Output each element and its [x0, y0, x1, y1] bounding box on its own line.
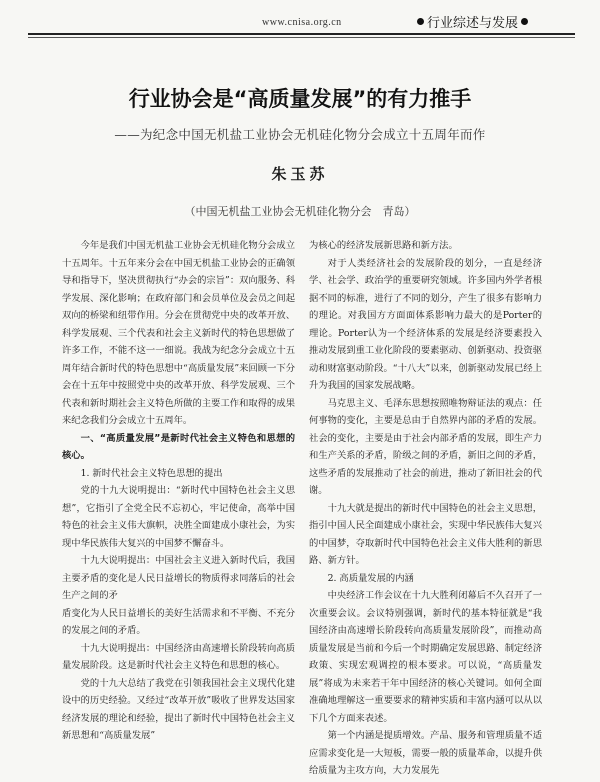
paragraph: 马克思主义、毛泽东思想按照唯物辩证法的观点：任何事物的变化，主要是总由于自然界内部的矛盾的发展。社会的变化，主要是由于社会内部矛盾的发展，即生产力和生产关系的矛盾，阶级之间的矛盾，新旧之间的矛盾，这些矛盾的发展推动了社会的前进，推动了新旧社会的代谢。	[309, 397, 542, 496]
paragraph: 十九大就是提出的新时代中国特色的社会主义思想，指引中国人民全面建成小康社会，实现中华民族伟大复兴的中国梦，夺取新时代中国特色社会主义伟大胜利的新思路、新方针。	[309, 502, 542, 566]
subsection-heading: 1. 新时代社会主义特色思想的提出	[80, 467, 223, 479]
section-tag	[417, 12, 528, 31]
paragraph: 十九大说明提出：中国社会主义进入新时代后，我国主要矛盾的变化是人民日益增长的物质得求同落后的社会生产之间的矛	[62, 555, 295, 601]
paragraph: 中央经济工作会议在十九大胜利闭幕后不久召开了一次重要会议。会议特别强调，新时代的基本特征就是“我国经济由高速增长阶段转向高质量发展阶段”，而推动高质量发展是当前和今后一个时期确定发展思路、制定经济政策、实现宏观调控的根本要求。可以说，“高质量发展”将成为未来若干年中国经济的核心关键词。如何全面准确地理解这一重要要求的精神实质和丰富内涵可以从以下几个方面来表述。	[309, 590, 542, 724]
body-column-right	[309, 237, 542, 777]
header-rule	[28, 33, 575, 35]
bullet-dot-icon	[417, 18, 424, 25]
page-header	[0, 0, 600, 36]
paragraph: 党的十九大总结了我党在引领我国社会主义现代化建设中的历史经验。又经过“改革开放”吸收了世界发达国家经济发展的理论和经验，提出了新时代中国特色社会主义新思想和“高质量发展”	[62, 677, 295, 741]
section-heading: 一、“高质量发展”是新时代社会主义特色和思想的核心。	[62, 432, 295, 461]
paragraph: 对于人类经济社会的发展阶段的划分，一直是经济学、社会学、政治学的重要研究领域。许多国内外学者根据不同的标准，进行了不同的划分，产生了很多有影响力的理论。对我国方方面面体系影响力最大的是Porter的理论。Porter认为一个经济体系的发展是经济要素投入推动发展到重工业化阶段的要素驱动、创新驱动、投资驱动和财富驱动阶段。“十八大”以来，创新驱动发展已经上升为我国的国家发展战略。	[309, 257, 542, 391]
section-tag-label: 行业综述与发展	[427, 16, 519, 31]
subsection-heading: 2. 高质量发展的内涵	[327, 572, 414, 584]
paragraph: 十九大说明提出：中国经济由高速增长阶段转向高质量发展阶段。这是新时代社会主义特色和思想的核心。	[62, 642, 295, 671]
body-column-left	[62, 237, 295, 777]
article-subtitle: ——为纪念中国无机盐工业协会无机硅化物分会成立十五周年而作	[114, 127, 486, 142]
paragraph: 今年是我们中国无机盐工业协会无机硅化物分会成立十五周年。十五年来分会在中国无机盐工业协会的正确领导和指导下，坚决贯彻执行“办会的宗旨”：双向服务、科学发展、深化影响；在政府部门和会员单位及会员之间起双向的桥梁和纽带作用。分会在贯彻党中央的改革开放、科学发展观、三个代表和社会主义新时代的特色思想做了许多工作，不能不这一一细说。我战为纪念分会成立十五周年结合新时代的特色思想中“高质量发展”来回顾一下分会在十五年中按照党中央的改革开放、科学发展观、三个代表和新时期社会主义特色所做的主要工作和取得的成果来纪念我们分会成立十五周年。	[62, 240, 295, 426]
bullet-dot-icon	[521, 18, 528, 25]
header-rule-thin	[28, 37, 575, 38]
site-url: www.cnisa.org.cn	[262, 17, 342, 28]
paragraph: 第一个内涵是提质增效。产品、服务和管理质量不适应需求变化是一大短板，需要一般的质量革命，以提升供给质量为主攻方向，大力发展先	[309, 730, 542, 776]
article-title: 行业协会是“高质量发展”的有力推手	[128, 87, 472, 111]
paragraph: 党的十九大说明提出：“新时代中国特色社会主义思想”，它指引了全党全民不忘初心，牢记使命，高举中国特色的社会主义伟大旗帜，决胜全面建成小康社会，为实现中华民族伟大复兴的中国梦不懈奋斗。	[62, 485, 295, 549]
article-author: 朱玉苏	[271, 165, 329, 183]
paragraph: 盾变化为人民日益增长的美好生活需求和不平衡、不充分的发展之间的矛盾。	[62, 607, 295, 636]
paragraph: 为核心的经济发展新思路和新方法。	[309, 240, 458, 251]
author-affiliation: （中国无机盐工业协会无机硅化物分会 青岛）	[184, 205, 416, 218]
